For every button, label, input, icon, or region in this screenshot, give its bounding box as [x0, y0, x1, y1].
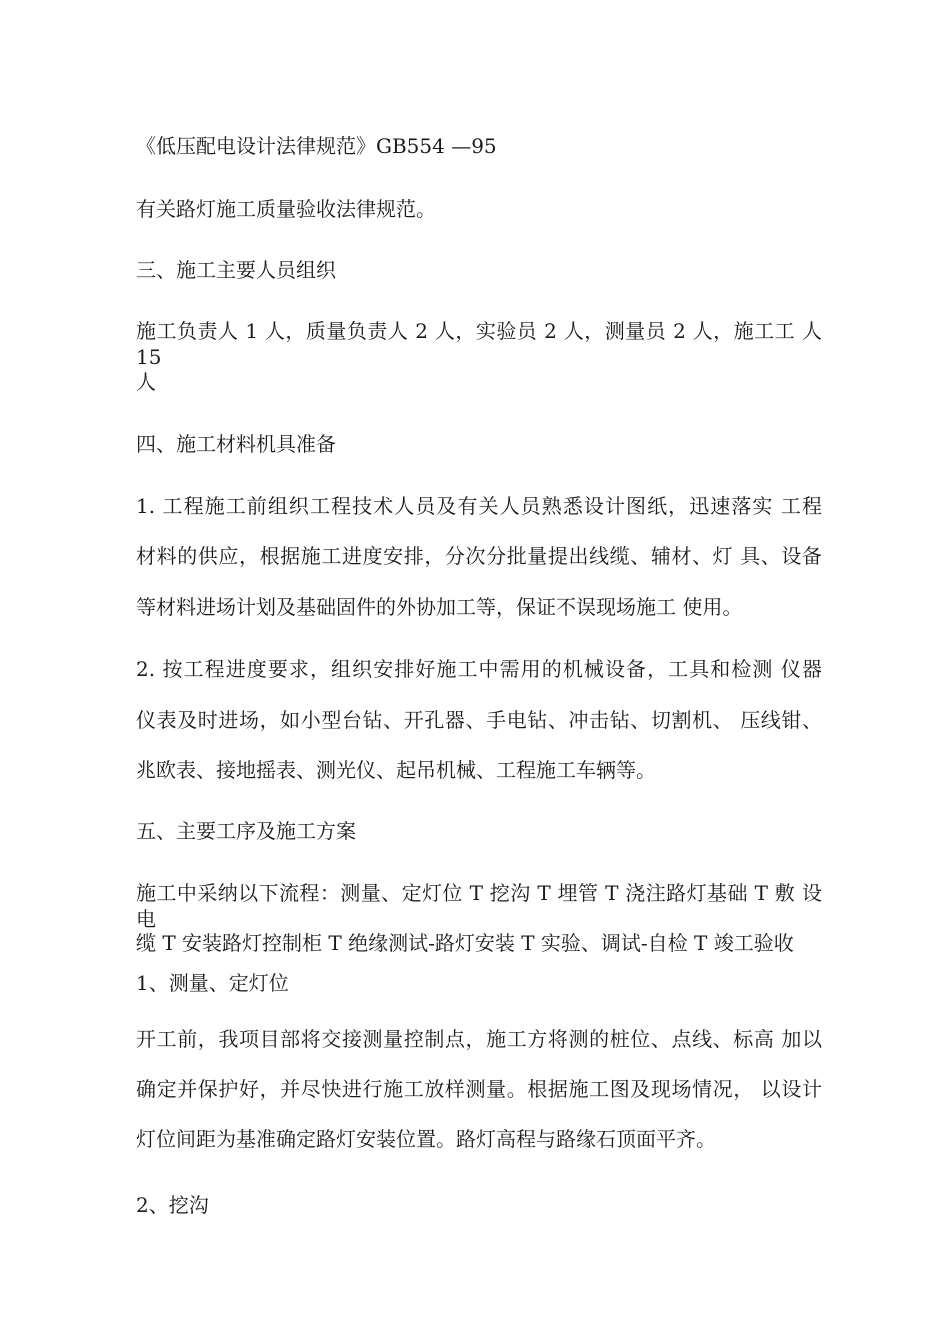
materials-item-1-line-2: 材料的供应，根据施工进度安排，分次分批量提出线缆、辅材、灯 具、设备 [136, 544, 822, 568]
personnel-paragraph-line-1: 施工负责人 1 人，质量负责人 2 人，实验员 2 人，测量员 2 人，施工工 人 15 [136, 319, 822, 369]
subsection-heading-survey: 1、测量、定灯位 [136, 971, 289, 995]
materials-item-2-line-2: 仪表及时进场，如小型台钻、开孔器、手电钻、冲击钻、切割机、 压线钳、 [136, 708, 822, 732]
materials-item-1-line-1: 1. 工程施工前组织工程技术人员及有关人员熟悉设计图纸，迅速落实 工程 [136, 494, 822, 518]
survey-paragraph-line-2: 确定并保护好，并尽快进行施工放样测量。根据施工图及现场情况， 以设计 [136, 1077, 822, 1101]
materials-item-2-line-3: 兆欧表、接地摇表、测光仪、起吊机械、工程施工车辆等。 [136, 758, 656, 782]
subsection-heading-trench: 2、挖沟 [136, 1193, 209, 1217]
materials-item-1-line-3: 等材料进场计划及基础固件的外协加工等，保证不误现场施工 使用。 [136, 595, 743, 619]
materials-item-2-line-1: 2. 按工程进度要求，组织安排好施工中需用的机械设备，工具和检测 仪器 [136, 657, 822, 681]
survey-paragraph-line-1: 开工前，我项目部将交接测量控制点，施工方将测的桩位、点线、标高 加以 [136, 1027, 822, 1051]
process-flow-line-2: 缆 T 安装路灯控制柜 T 绝缘测试-路灯安装 T 实验、调试-自检 T 竣工验收 [136, 931, 794, 955]
section-heading-personnel: 三、施工主要人员组织 [136, 258, 336, 282]
personnel-paragraph-line-2: 人 [136, 370, 156, 394]
section-heading-process: 五、主要工序及施工方案 [136, 819, 356, 843]
section-heading-materials: 四、施工材料机具准备 [136, 432, 336, 456]
survey-paragraph-line-3: 灯位间距为基准确定路灯安装位置。路灯高程与路缘石顶面平齐。 [136, 1127, 716, 1151]
acceptance-standard-line: 有关路灯施工质量验收法律规范。 [136, 197, 436, 221]
process-flow-line-1: 施工中采纳以下流程：测量、定灯位 T 挖沟 T 埋管 T 浇注路灯基础 T 敷 设电 [136, 881, 822, 931]
standard-reference-line: 《低压配电设计法律规范》GB554 —95 [136, 134, 497, 158]
